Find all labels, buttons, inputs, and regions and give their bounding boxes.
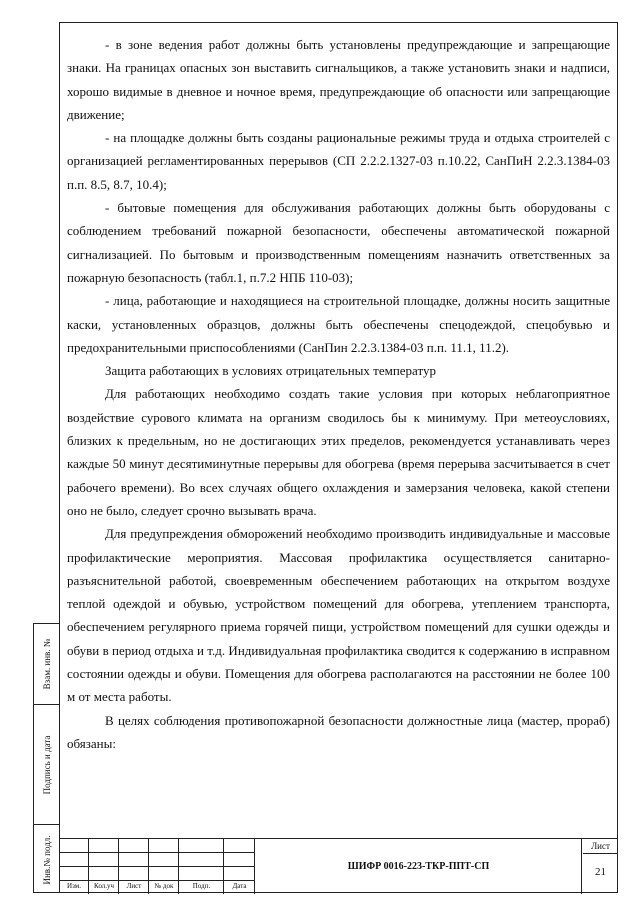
paragraph: Для предупреждения обморожений необходимо производить индивидуальные и массовые профилактические мероприятия. Массовая профилактика осуществляется санитарно-разъяснительной работой, своевременным обеспечением работающих на открытом воздухе теплой одеждой и обувью, устройством помещений для обогрева, утеплением транспорта, обеспечением регулярного приема горячей пищи, устройством помещений для сушки одежды и обуви в период отдыха и т.д. Индивидуальная профилактика сводится к содержанию в исправном состоянии одежды и обуви. Помещения для обогрева располагаются на расстоянии не более 100 м от места работы. <box>67 526 610 705</box>
stamp-header: Лист <box>126 882 142 890</box>
paragraph: - на площадке должны быть созданы рациональные режимы труда и отдыха строителей с организацией регламентированных перерывов (СП 2.2.2.1327-03 п.10.22, СанПиН 2.2.3.1384-03 п.п. 8.5, 8.7, 10.4); <box>67 130 610 192</box>
document-code: ШИФР 0016-223-ТКР-ППТ-СП <box>256 839 582 894</box>
side-cell-vzam <box>34 624 59 705</box>
side-cell-podpis <box>34 705 59 825</box>
section-heading: Защита работающих в условиях отрицательных температур <box>105 363 437 379</box>
revision-grid <box>59 839 255 894</box>
paragraph: Для работающих необходимо создать такие условия при которых неблагоприятное воздействие сурового климата на организм сводилось бы к минимуму. При метеоусловиях, близких к предельным, но не достигающих этих пределов, рекомендуется устанавливать через каждые 50 минут десятиминутные перерывы для обогрева (время перерыва засчитывается в счет рабочего времени). Во всех случаях общего охлаждения и замерзания человека, какой степени оно не было, следует срочно вызывать врача. <box>67 386 610 518</box>
paragraph: - бытовые помещения для обслуживания работающих должны быть оборудованы с соблюдением требований пожарной безопасности, обеспечены автоматической пожарной сигнализацией. По бытовым и производственным помещениям назначить ответственных за пожарную безопасность (табл.1, п.7.2 НПБ 110-03); <box>67 200 610 285</box>
side-label-podpis: Подпись и дата <box>41 735 52 794</box>
paragraph: - в зоне ведения работ должны быть установлены предупреждающие и запрещающие знаки. На границах опасных зон выставить сигнальщиков, а также установить знаки и надписи, хорошо видимые в дневное и ночное время, предупреждающие об опасности или запрещающие движение; <box>67 37 610 122</box>
stamp-header: Изм. <box>67 882 81 890</box>
sheet-number: 21 <box>595 866 606 878</box>
side-label-vzam: Взам. инв. № <box>41 638 52 690</box>
paragraph: - лица, работающие и находящиеся на строительной площадке, должны носить защитные каски, установленных образцов, должны быть обеспечены спецодеждой, спецобувью и предохранительными приспособлениями (СанПин 2.2.3.1384-03 п.п. 11.1, 11.2). <box>67 293 610 355</box>
title-block <box>59 838 618 893</box>
stamp-header: Дата <box>232 882 247 890</box>
side-stamp <box>33 623 60 893</box>
side-cell-inv <box>34 825 59 894</box>
stamp-header: Подп. <box>192 882 211 890</box>
sheet-divider <box>583 853 618 854</box>
sheet-label: Лист <box>591 841 610 851</box>
paragraph: В целях соблюдения противопожарной безопасности должностные лица (мастер, прораб) обязаны: <box>67 712 610 751</box>
stamp-header: № док <box>154 882 174 890</box>
stamp-header: Кол.уч <box>94 882 114 890</box>
side-label-inv: Инв.№ подл. <box>41 834 52 885</box>
document-body <box>67 33 610 755</box>
